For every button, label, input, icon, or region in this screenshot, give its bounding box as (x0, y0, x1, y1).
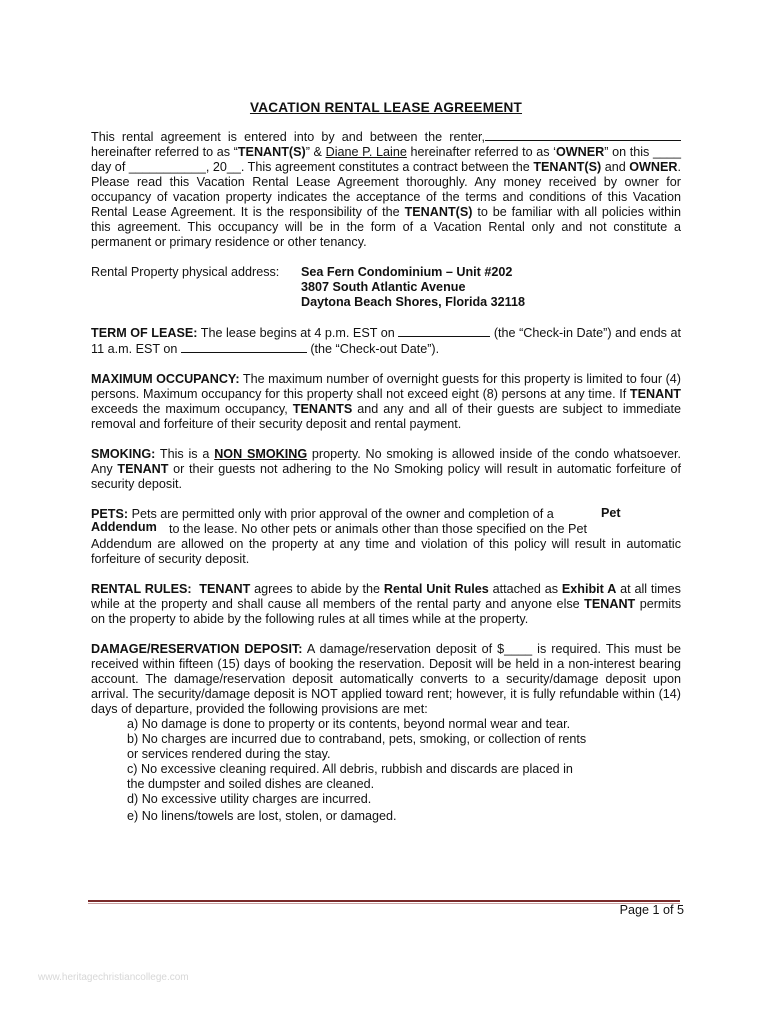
pets-line-3: Addendum are allowed on the property at any time and violation of this policy will result in automatic forfeiture of security deposit. (91, 537, 681, 566)
maximum-occupancy-section (91, 372, 681, 432)
rental-unit-rules-term: Rental Unit Rules (383, 582, 489, 596)
section-text: The maximum number of overnight guests for this property is limited to four (4) persons. Maximum occupancy for this property shall not exceed eight (8) persons at any time. If (91, 372, 681, 401)
footer-rule (88, 903, 680, 904)
pet-addendum-overlay: Addendum (91, 520, 157, 534)
list-item (127, 717, 681, 732)
section-heading: MAXIMUM OCCUPANCY: (91, 372, 240, 386)
section-text: (the “Check-out Date”). (306, 342, 440, 356)
property-address (91, 265, 681, 310)
section-text: at all times while at the property and shall cause all members of the rental party and anyone else (91, 582, 681, 611)
page-number: Page 1 of 5 (619, 903, 684, 917)
address-line: Sea Fern Condominium – Unit #202 (301, 265, 513, 279)
section-text: agrees to abide by the (250, 582, 384, 596)
smoking-section (91, 447, 681, 492)
section-text: and any and all of their guests are subject to immediate removal and forfeiture of their security deposit and rental payment. (91, 402, 681, 431)
section-text: attached as (488, 582, 562, 596)
tenant-term: TENANT (584, 597, 636, 611)
section-text: exceeds the maximum occupancy, (91, 402, 293, 416)
intro-text: hereinafter referred to as “ (91, 145, 238, 159)
address-lines (301, 265, 525, 310)
intro-paragraph (91, 129, 681, 250)
tenant-term: TENANT(S) (533, 160, 602, 174)
renter-name-blank[interactable] (485, 129, 681, 141)
exhibit-term: Exhibit A (561, 582, 617, 596)
tenant-term: TENANT(S) (404, 205, 473, 219)
tenant-term: TENANT (199, 582, 251, 596)
list-item (127, 732, 681, 762)
footer-rule (88, 900, 680, 902)
section-text: This is a (155, 447, 215, 461)
section-heading: RENTAL RULES: (91, 582, 192, 596)
section-heading: PETS: (91, 507, 129, 521)
owner-name: Diane P. Laine (325, 145, 407, 159)
list-item-text: c) No excessive cleaning required. All debris, rubbish and discards are placed in (127, 762, 573, 776)
intro-text: to be familiar with all policies within this agreement. This occupancy will be in the form of a Vacation Rental only and not constitute a permanent or primary residence or other tenancy. (91, 205, 681, 249)
term-of-lease-section (91, 325, 681, 357)
section-text: or their guests not adhering to the No Smoking policy will result in automatic forfeiture of security deposit. (91, 462, 681, 491)
deposit-provisions-list (127, 717, 681, 824)
list-item-text: a) No damage is done to property or its contents, beyond normal wear and tear. (127, 717, 571, 731)
section-heading: DAMAGE/RESERVATION DEPOSIT: (91, 642, 303, 656)
pet-addendum-overlay: Pet (601, 506, 621, 520)
intro-text: ” on this ____ day of ___________, 20__. This agreement constitutes a contract between the (91, 145, 681, 174)
pets-line-1 (91, 507, 681, 522)
check-in-date-blank[interactable] (398, 325, 490, 337)
list-item (127, 809, 681, 824)
intro-text: hereinafter referred to as ‘ (406, 145, 556, 159)
section-text: property. No smoking is allowed inside of the condo whatsoever. Any (91, 447, 681, 476)
damage-deposit-section (91, 642, 681, 717)
check-out-date-blank[interactable] (181, 341, 307, 353)
intro-text: and (601, 160, 630, 174)
section-text: (the “Check-in Date”) and ends at 11 a.m. EST on (91, 326, 681, 356)
list-item-text: e) No linens/towels are lost, stolen, or damaged. (127, 809, 397, 823)
tenant-term: TENANT (629, 387, 681, 401)
document-page (91, 100, 681, 824)
address-line: Daytona Beach Shores, Florida 32118 (301, 295, 525, 309)
section-text: A damage/reservation deposit of $____ is required. This must be received within fifteen (15) days of booking the reservation. Deposit will be held in a non-interest bearing account. The damage/reservation deposit automatically converts to a security/damage deposit upon arrival. The security/damage deposit is NOT applied toward rent; however, it is fully refundable within (14) days of departure, provided the following provisions are met: (91, 642, 681, 716)
pets-section (91, 507, 681, 567)
section-heading: SMOKING: (91, 447, 156, 461)
list-item (127, 762, 681, 792)
non-smoking-term: NON SMOKING (214, 447, 308, 461)
tenant-term: TENANT (117, 462, 169, 476)
owner-term: OWNER (555, 145, 605, 159)
intro-text: ” & (305, 145, 326, 159)
list-item-text: d) No excessive utility charges are incurred. (127, 792, 372, 806)
intro-text: . Please read this Vacation Rental Lease Agreement thoroughly. Any money received by owner for occupancy of vacation property indicates the acceptance of the terms and conditions of this Vacation Rental Lease Agreement. It is the responsibility of the (91, 160, 681, 219)
section-heading: TERM OF LEASE: (91, 326, 198, 340)
document-title: VACATION RENTAL LEASE AGREEMENT (249, 100, 523, 115)
section-text: permits on the property to abide by the following rules at all times while at the property. (91, 597, 682, 626)
list-item-text: the dumpster and soiled dishes are cleaned. (127, 777, 375, 791)
address-line: 3807 South Atlantic Avenue (301, 280, 466, 294)
intro-text: This rental agreement is entered into by and between the renter, (91, 130, 485, 144)
rental-rules-section (91, 582, 681, 627)
address-label: Rental Property physical address: (91, 265, 280, 279)
watermark: www.heritagechristiancollege.com (38, 972, 189, 983)
owner-term: OWNER (629, 160, 678, 174)
tenant-term: TENANT(S) (237, 145, 306, 159)
section-text: The lease begins at 4 p.m. EST on (197, 326, 399, 340)
list-item (127, 792, 681, 807)
pets-line-2: to the lease. No other pets or animals other than those specified on the Pet (169, 522, 587, 536)
list-item-text: or services rendered during the stay. (127, 747, 331, 761)
section-text: Pets are permitted only with prior approval of the owner and completion of a (128, 507, 554, 521)
list-item-text: b) No charges are incurred due to contraband, pets, smoking, or collection of rents (127, 732, 587, 746)
tenant-term: TENANTS (292, 402, 353, 416)
